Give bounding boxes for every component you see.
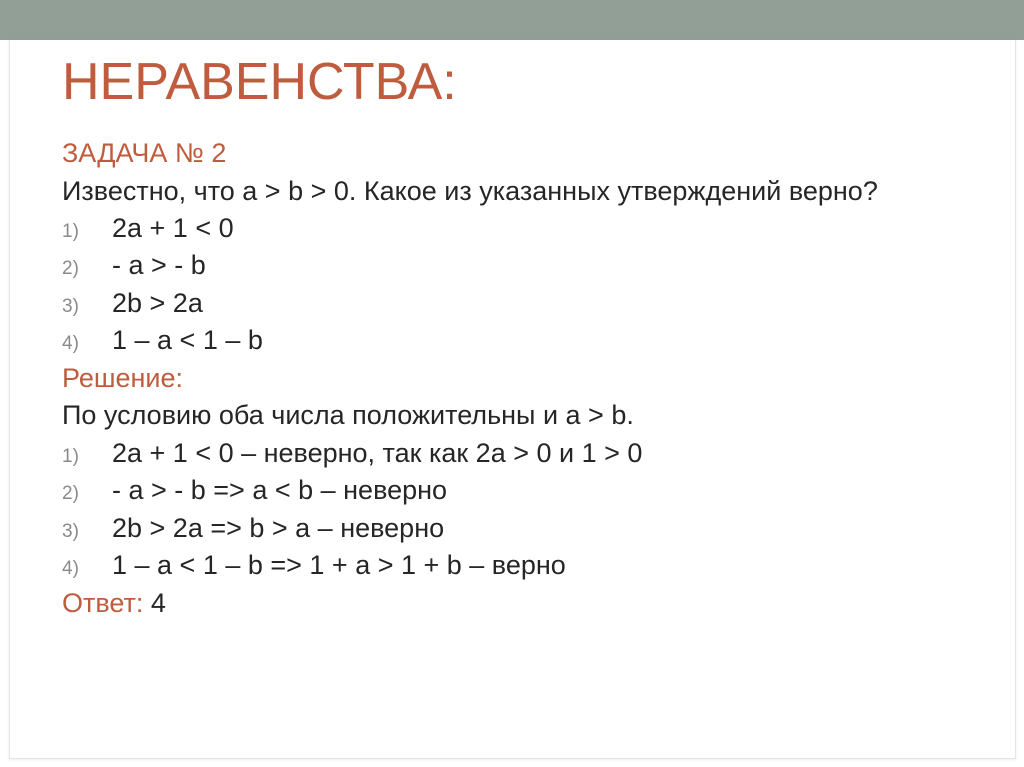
task-heading: ЗАДАЧА № 2 <box>62 138 227 168</box>
answer-label: Ответ: <box>62 587 144 618</box>
slide-content <box>62 135 982 622</box>
solution-step <box>62 472 982 510</box>
slide-title: НЕРАВЕНСТВА: <box>62 53 457 111</box>
step-text: 1 – a < 1 – b => 1 + a > 1 + b – верно <box>112 550 566 580</box>
step-text: - a > - b => a < b – неверно <box>112 475 448 505</box>
answer-line <box>62 585 982 623</box>
option-item <box>62 322 982 360</box>
solution-step <box>62 435 982 473</box>
top-bar <box>0 0 1024 40</box>
solution-step <box>62 510 982 548</box>
step-text: 2a + 1 < 0 – неверно, так как 2a > 0 и 1 > 0 <box>112 437 643 468</box>
option-text: 2b > 2a <box>112 287 203 318</box>
option-number: 3) <box>62 295 79 317</box>
option-number: 4) <box>62 333 79 354</box>
step-number: 3) <box>62 520 79 542</box>
solution-intro: По условию оба числа положительны и a > b. <box>62 400 634 430</box>
step-number: 4) <box>62 558 79 579</box>
solution-heading: Решение: <box>62 362 184 393</box>
option-number: 1) <box>62 220 79 242</box>
option-text: 2a + 1 < 0 <box>112 212 234 243</box>
option-number: 2) <box>62 258 79 279</box>
answer-value: 4 <box>150 587 166 618</box>
option-text: 1 – a < 1 – b <box>112 325 263 355</box>
option-text: - a > - b <box>112 250 206 280</box>
step-text: 2b > 2a => b > a – неверно <box>112 512 445 543</box>
option-item <box>62 210 982 248</box>
step-number: 1) <box>62 445 79 467</box>
option-item <box>62 285 982 323</box>
question-text: Известно, что a > b > 0. Какое из указанных утверждений верно? <box>62 175 878 206</box>
solution-step <box>62 547 982 585</box>
step-number: 2) <box>62 483 79 504</box>
option-item <box>62 247 982 285</box>
